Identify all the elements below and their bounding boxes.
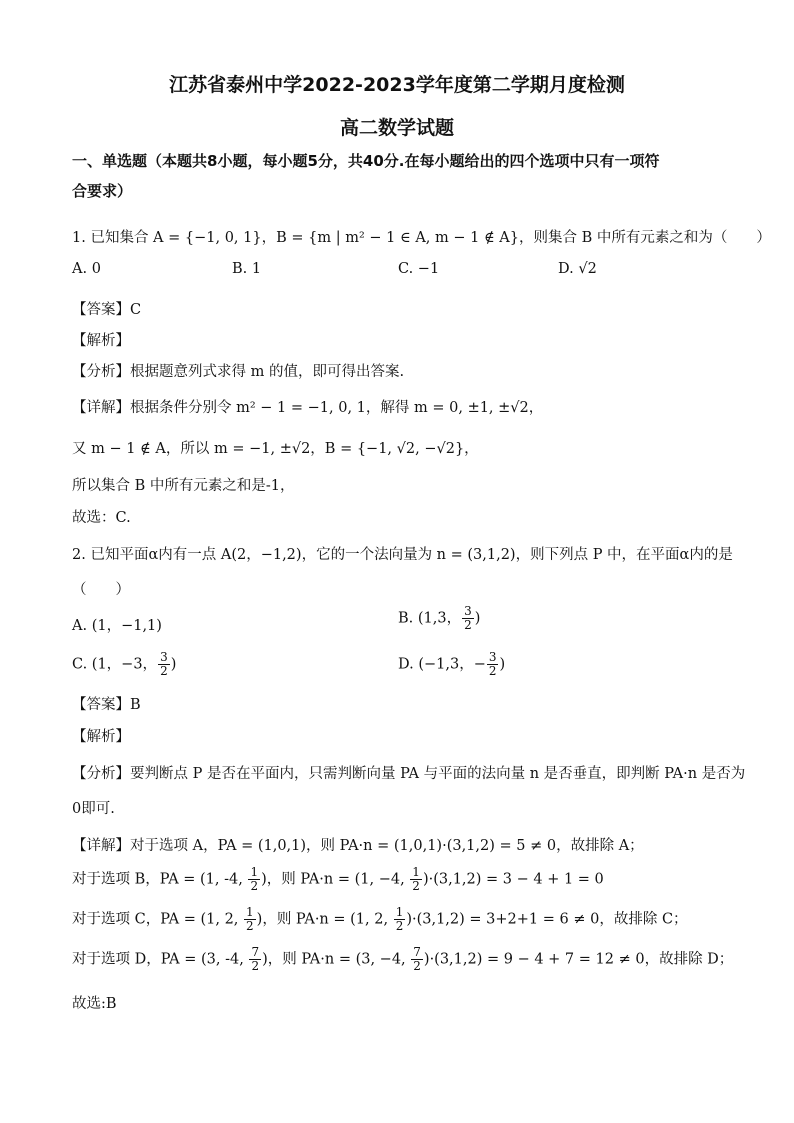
- detail-d-part3: )·(3,1,2) = 9 − 4 + 7 = 12 ≠ 0，故排除 D；: [423, 951, 734, 968]
- fraction-denominator: 2: [464, 618, 472, 632]
- detail-d-part2: )，则 PA·n = (3, −4,: [262, 951, 411, 968]
- q2-detail-d: [72, 946, 734, 973]
- fraction-numerator: 3: [488, 650, 497, 664]
- q2-option-a: A. (1，−1,1): [72, 618, 162, 634]
- q1-option-b: B. 1: [232, 261, 262, 277]
- fraction-denominator: 2: [488, 664, 497, 678]
- fraction-numerator: 1: [395, 905, 404, 919]
- question-1-stem: 1. 已知集合 A = {−1, 0, 1}，B = {m | m² − 1 ∈ A, m − 1 ∉ A}，则集合 B 中所有元素之和为（ ）: [72, 230, 771, 246]
- q1-jiexi: 【解析】: [72, 333, 130, 349]
- fraction-denominator: 2: [160, 664, 168, 678]
- q1-detail-line3: 所以集合 B 中所有元素之和是-1，: [72, 478, 295, 494]
- section-heading-cont: 合要求）: [72, 182, 133, 200]
- detail-c-part2: )，则 PA·n = (1, 2,: [256, 911, 393, 928]
- q2-option-d-fraction: [487, 651, 499, 678]
- fraction-denominator: 2: [413, 959, 421, 973]
- detail-c-fraction-1: [244, 906, 256, 933]
- q2-option-d: [398, 651, 505, 678]
- q1-option-c: C. −1: [398, 261, 440, 277]
- q2-option-c-text: C. (1，−3，: [72, 656, 158, 673]
- fraction-denominator: 2: [246, 919, 254, 933]
- detail-b-fraction-1: [248, 866, 260, 893]
- fraction-numerator: 1: [250, 865, 259, 879]
- close-paren: ): [474, 610, 481, 627]
- detail-b-part3: )·(3,1,2) = 3 − 4 + 1 = 0: [422, 871, 604, 888]
- q1-detail-line2: 又 m − 1 ∉ A，所以 m = −1, ±√2，B = {−1, √2, −√2}，: [72, 441, 479, 457]
- q1-detail-line4: 故选：C.: [72, 510, 131, 526]
- q2-option-d-text: D. (−1,3，−: [398, 656, 486, 673]
- detail-d-part1: 对于选项 D，PA = (3, -4,: [72, 951, 249, 968]
- q2-analysis: 【分析】要判断点 P 是否在平面内，只需判断向量 PA 与平面的法向量 n 是否垂直，即判断 PA·n 是否为: [72, 766, 746, 782]
- detail-b-part2: )，则 PA·n = (1, −4,: [261, 871, 410, 888]
- q1-answer: 【答案】C: [72, 302, 142, 318]
- detail-c-part3: )·(3,1,2) = 3+2+1 = 6 ≠ 0，故排除 C；: [406, 911, 688, 928]
- q2-detail-a: 【详解】对于选项 A，PA = (1,0,1)，则 PA·n = (1,0,1)·(3,1,2) = 5 ≠ 0，故排除 A；: [72, 838, 644, 854]
- q2-detail-c: [72, 906, 734, 933]
- q2-analysis-cont: 0即可.: [72, 801, 115, 817]
- fraction-denominator: 2: [251, 959, 260, 973]
- detail-b-part1: 对于选项 B，PA = (1, -4,: [72, 871, 248, 888]
- close-paren: ): [170, 656, 177, 673]
- fraction-numerator: 1: [412, 865, 420, 879]
- fraction-numerator: 7: [251, 945, 260, 959]
- fraction-denominator: 2: [250, 879, 259, 893]
- detail-d-fraction-1: [249, 946, 261, 973]
- document-title: 江苏省泰州中学2022-2023学年度第二学期月度检测: [169, 74, 625, 96]
- q2-detail-b: [72, 866, 734, 893]
- q2-final-choice: 故选:B: [72, 996, 117, 1012]
- fraction-numerator: 1: [246, 905, 254, 919]
- q2-jiexi: 【解析】: [72, 729, 130, 745]
- q2-option-c: [72, 651, 176, 678]
- q1-detail-line1: 【详解】根据条件分别令 m² − 1 = −1, 0, 1，解得 m = 0, ±1, ±√2，: [72, 400, 544, 416]
- q1-option-d: D. √2: [558, 261, 597, 277]
- fraction-denominator: 2: [395, 919, 404, 933]
- q1-option-a: A. 0: [72, 261, 101, 277]
- q2-option-b-fraction: [462, 605, 474, 632]
- fraction-numerator: 3: [464, 604, 472, 618]
- detail-c-fraction-2: [394, 906, 406, 933]
- q2-answer: 【答案】B: [72, 697, 141, 713]
- fraction-numerator: 7: [413, 945, 421, 959]
- q2-option-c-fraction: [158, 651, 170, 678]
- fraction-denominator: 2: [412, 879, 420, 893]
- document-subtitle: 高二数学试题: [339, 117, 454, 139]
- detail-c-part1: 对于选项 C，PA = (1, 2,: [72, 911, 244, 928]
- fraction-numerator: 3: [160, 650, 168, 664]
- section-heading: 一、单选题（本题共8小题，每小题5分，共40分.在每小题给出的四个选项中只有一项符: [72, 152, 660, 170]
- question-2-stem: 2. 已知平面α内有一点 A(2，−1,2)，它的一个法向量为 n = (3,1,2)，则下列点 P 中，在平面α内的是: [72, 547, 733, 563]
- q1-analysis: 【分析】根据题意列式求得 m 的值，即可得出答案.: [72, 364, 405, 380]
- q2-option-b: [398, 605, 480, 632]
- detail-b-fraction-2: [410, 866, 422, 893]
- question-2-stem-cont: （ ）: [72, 582, 130, 598]
- detail-d-fraction-2: [411, 946, 423, 973]
- q2-option-b-text: B. (1,3，: [398, 610, 462, 627]
- close-paren: ): [499, 656, 506, 673]
